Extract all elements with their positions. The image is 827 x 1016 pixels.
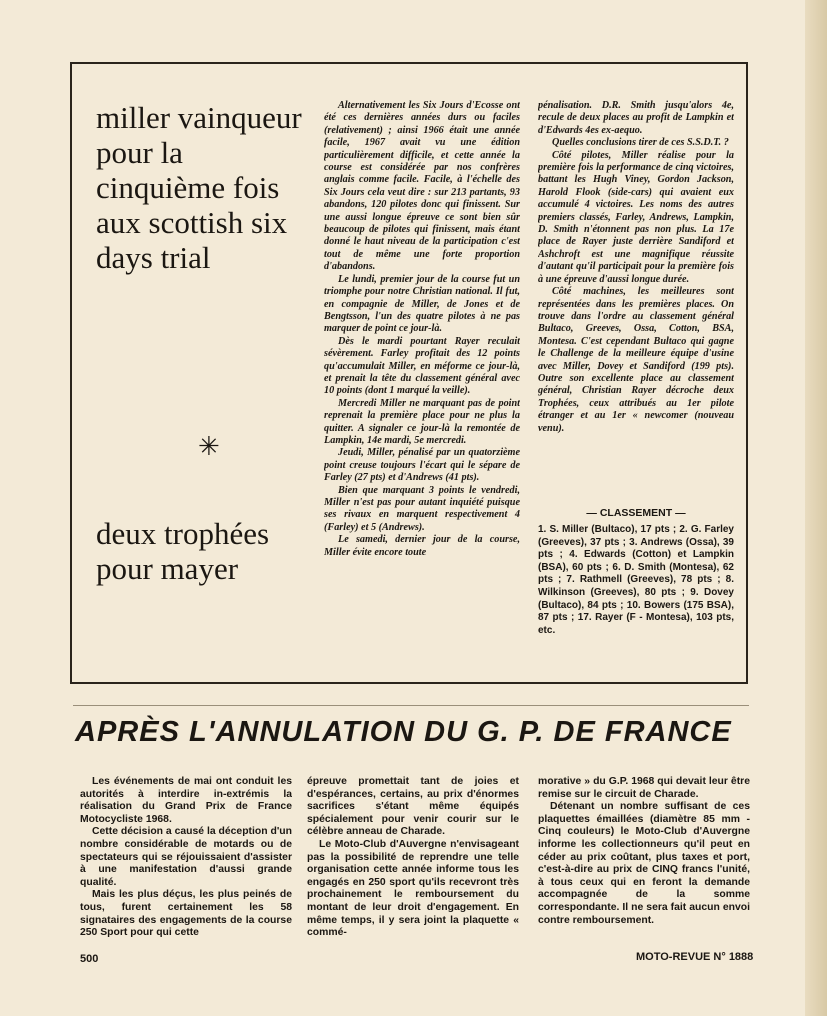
article-column-3 [538,776,750,956]
trial-column-2 [538,100,734,520]
paragraph: Quelles conclusions tirer de ces S.S.D.T. ? [552,137,729,149]
paragraph: Mais les plus déçus, les plus peinés de tous, furent certainement les 58 signataires des engagements de la course 250 Sport pour qui cette [80,889,292,939]
paragraph: Les événements de mai ont conduit les autorités à interdire in-extrémis la réalisation du Grand Prix de France Motocycliste 1968. [80,776,292,825]
paragraph: Détenant un nombre suffisant de ces plaquettes émaillées (diamètre 85 mm - Cinq couleurs) le Moto-Club d'Auvergne informe les collectionneurs qu'il peut en céder au prix coûtant, plus taxes et port, c'est-à-dire au prix de CINQ francs l'unité, à tous ceux qui en feront la demande accompagnée de la somme correspondante. Il ne sera fait aucun envoi contre remboursement. [538,801,750,926]
paragraph: pénalisation. D.R. Smith jusqu'alors 4e, recule de deux places au profit de Lampkin et d'Edwards 4es ex-aequo. [538,100,734,136]
magazine-issue: MOTO-REVUE N° 1888 [636,951,754,963]
subheadline: deux trophées pour mayer [96,516,270,586]
paragraph: Mercredi Miller ne marquant pas de point reprenait la première place pour ne plus la quitter. A signaler ce jour-là la remontée de Lampkin, 14e mardi, 5e mercredi. [324,397,520,446]
classement-title: — CLASSEMENT — [586,507,686,519]
article-column-2 [307,776,519,956]
trial-article-box [70,62,748,684]
page-number: 500 [80,953,99,965]
divider [73,705,749,706]
paragraph: morative » du G.P. 1968 qui devait leur être remise sur le circuit de Charade. [538,776,750,800]
paragraph: Cette décision a causé la déception d'un nombre considérable de motards ou de spectateurs qui se réjouissaient d'assister à une manifestation d'aussi grande qualité. [80,826,292,888]
paragraph: Le samedi, dernier jour de la course, Miller évite encore toute [324,534,520,558]
classement-list: 1. S. Miller (Bultaco), 17 pts ; 2. G. Farley (Greeves), 37 pts ; 3. Andrews (Ossa), 39 pts ; 4. Edwards (Cotton) et Lampkin (BSA), 60 pts ; 6. D. Smith (Montesa), 62 pts ; 7. Rathmell (Greeves), 78 pts ; 8. Wilkinson (Greeves), 80 pts ; 9. Dovey (Bultaco), 84 pts ; 10. Bowers (175 BSA), 87 pts ; 17. Rayer (F - Montesa), 103 pts, etc. [538,524,734,636]
paragraph: Bien que marquant 3 points le vendredi, Miller n'est pas pour autant inquiété puisque ses rivaux en marquent respectivement 4 (Farley) et 5 (Andrews). [324,484,520,533]
paragraph: Le Moto-Club d'Auvergne n'envisageant pas la possibilité de reprendre une telle organisation cette année informe tous les engagés en 250 sport qu'ils recevront très prochainement le remboursement du montant de leur droit d'engagement. En même temps, il y sera joint la plaquette « commé- [307,838,519,939]
paragraph: Jeudi, Miller, pénalisé par un quatorzième point creuse toujours l'écart qui le sépare de Farley (27 pts) et d'Andrews (41 pts). [324,447,520,484]
paragraph: Côté pilotes, Miller réalise pour la première fois la performance de cinq victoires, battant les Hugh Viney, Gordon Jackson, Harold Flook (side-cars) qui avaient eux accumulé 4 victoires. Les noms des autres premiers classés, Farley, Andrews, Lampkin, D. Smith n'étonnent pas non plus. La 17e place de Rayer juste derrière Sandiford et Ashchroft est une magnifique réussite d'autant qu'il participait pour la première fois à une épreuve d'aussi longue durée. [538,149,734,285]
asterisk-separator: ✳ [198,432,220,461]
headline: miller vainqueur pour la cinquième fois aux scottish six days trial [96,100,302,275]
paragraph: Côté machines, les meilleures sont représentées dans les premières places. On trouve dans l'ordre au classement général Bultaco, Greeves, Ossa, Cotton, BSA, Montesa. C'est cependant Bultaco qui gagne le Challenge de la meilleure équipe d'usine avec Miller, Dovey et Sandiford (199 pts). Outre son excellente place au classement général, Christian Rayer décroche deux Trophées, ceux attribués au 1er pilote étranger et au 1er « newcomer (nouveau venu). [538,286,734,434]
article-title: APRÈS L'ANNULATION DU G. P. DE FRANCE [75,716,732,748]
paragraph: Alternativement les Six Jours d'Ecosse ont été ces dernières années durs ou faciles (relativement) ; ainsi 1966 était une année facile, 1967 avait vu une édition particulièrement difficile, et cette année la course est considérée par nos confrères anglais comme facile. Facile, à l'échelle des Six Jours cela veut dire : sur 213 partants, 93 abandons, 120 pilotes donc qui finissent. Sur une aussi longue épreuve ce sont bien sûr beaucoup de pilotes qui finissent, mais étant donné le haut niveau de la participation c'est tout de même une forte proportion d'abandons. [324,100,520,273]
paragraph: épreuve promettait tant de joies et d'espérances, certains, au prix d'énormes sacrifices s'étant même équipés spécialement pour venir courir sur le célèbre anneau de Charade. [307,776,519,838]
page-edge [805,0,827,1016]
paragraph: Le lundi, premier jour de la course fut un triomphe pour notre Christian national. Il fut, en compagnie de Miller, de Jones et de Bengtsson, l'un des quatre pilotes à ne pas marquer de point ce jour-là. [324,273,520,335]
paragraph: Dès le mardi pourtant Rayer reculait sévèrement. Farley profitait des 12 points qu'accumulait Miller, en méforme ce jour-là, et prenait la tête du classement général avec 10 points (dont 1 marqué la veille). [324,335,520,397]
article-column-1 [80,776,292,956]
trial-column-1 [324,100,520,660]
